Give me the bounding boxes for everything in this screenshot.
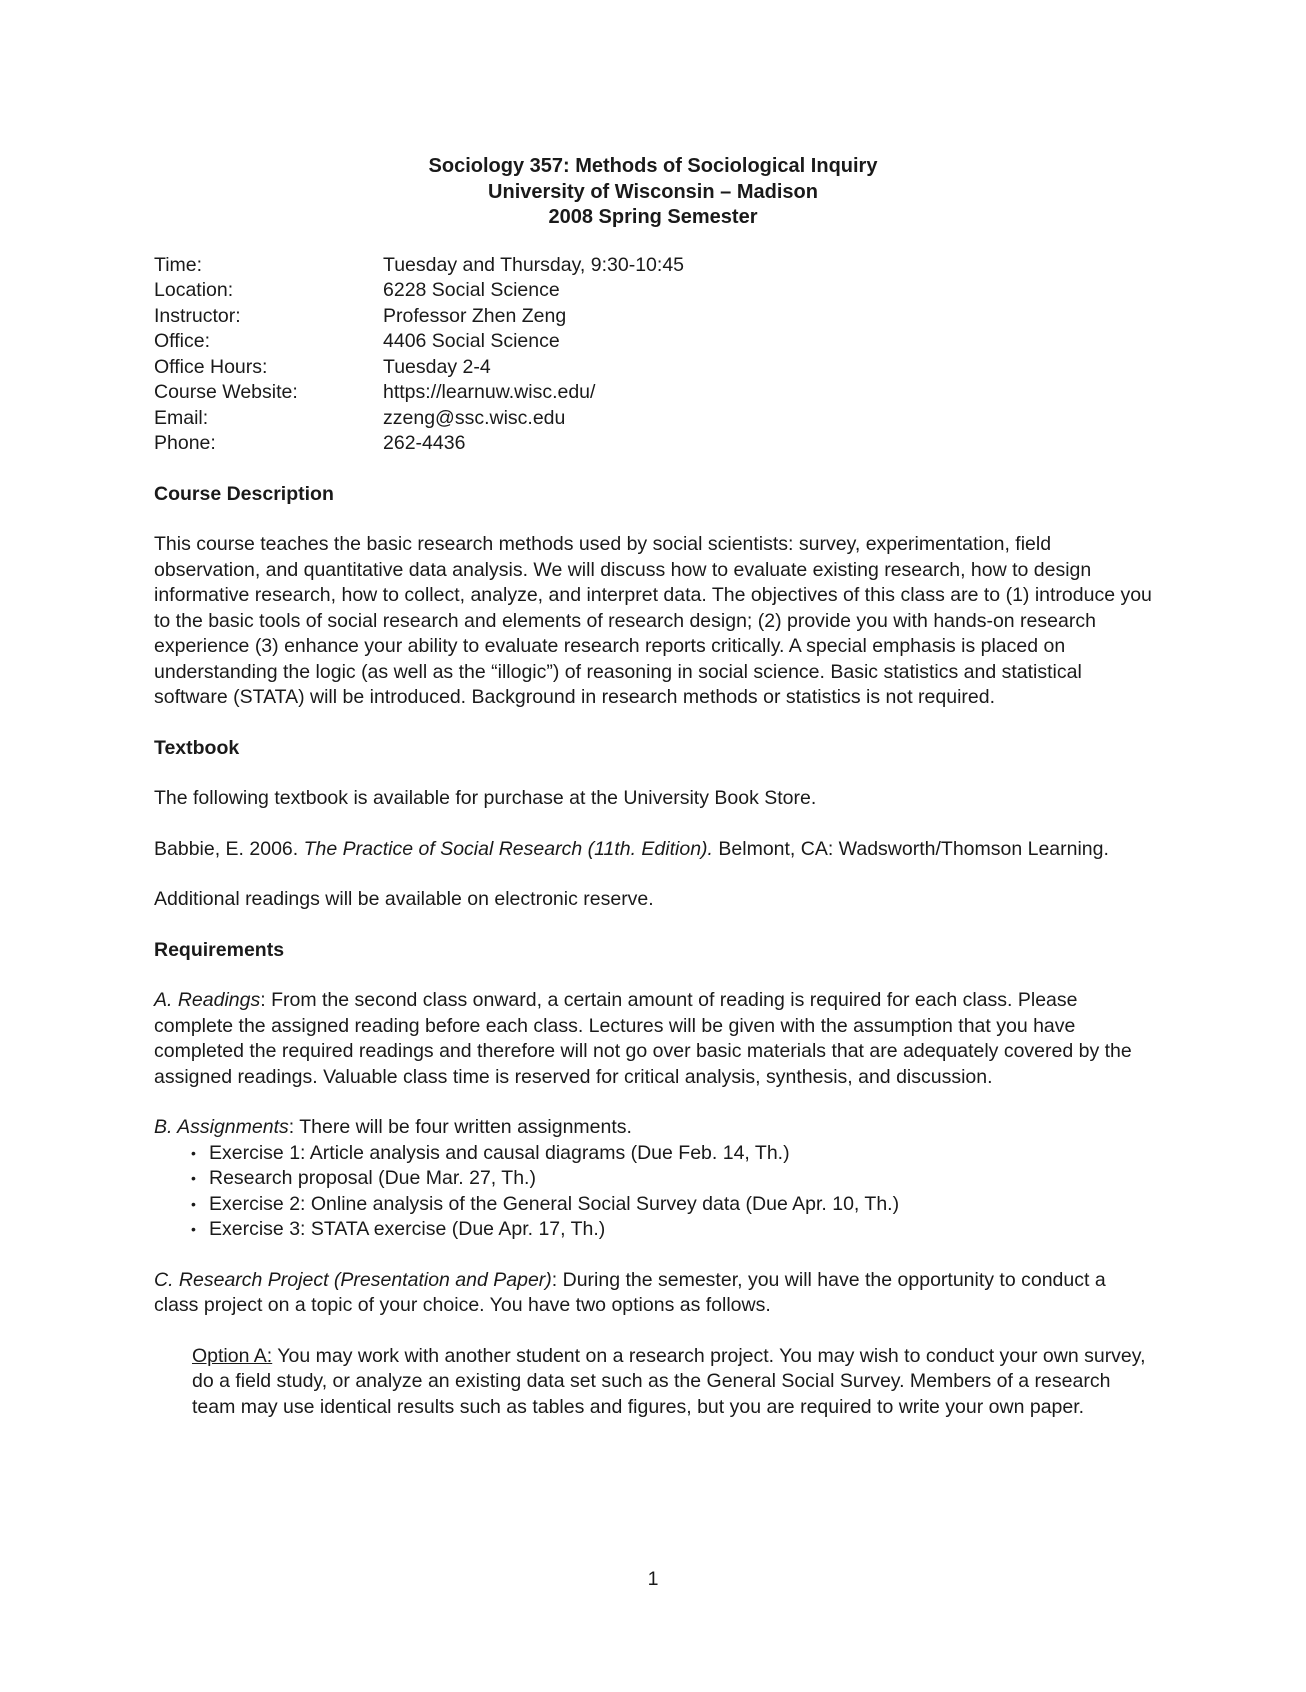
reference-title: The Practice of Social Research (11th. Edition). [303, 837, 713, 860]
info-row-office-hours [154, 355, 1152, 381]
semester: 2008 Spring Semester [548, 206, 758, 228]
list-item: • Exercise 3: STATA exercise (Due Apr. 17, Th.) [189, 1217, 1152, 1243]
additional-readings: Additional readings will be available on electronic reserve. [154, 888, 654, 910]
info-label: Time: [154, 253, 203, 276]
reference-publisher: Belmont, CA: Wadsworth/Thomson Learning. [712, 837, 1109, 860]
requirement-label: A. Readings [154, 989, 261, 1011]
page-number: 1 [647, 1568, 659, 1590]
info-label: Phone: [154, 432, 216, 454]
info-row-website [154, 380, 1152, 406]
info-row-phone [154, 431, 1152, 457]
info-row-office [154, 329, 1152, 355]
requirement-text: : From the second class onward, a certain amount of reading is required for each class. Please complete the assigned reading before each class. Lectures will be given with the assumption that you have completed the required readings and therefore will not go over basic materials that are adequately covered by the assigned readings. Valuable class time is reserved for critical analysis, synthesis, and discussion. [154, 989, 1132, 1088]
info-label: Location: [154, 279, 234, 301]
info-row-time [154, 253, 1152, 279]
list-item: • Exercise 1: Article analysis and causal diagrams (Due Feb. 14, Th.) [189, 1141, 1152, 1167]
info-value: Tuesday and Thursday, 9:30-10:45 [383, 253, 685, 276]
requirement-label: B. Assignments [154, 1116, 289, 1138]
info-label: Instructor: [154, 304, 241, 327]
info-value: 6228 Social Science [383, 279, 560, 301]
option-text: You may work with another student on a research project. You may wish to conduct your own survey, do a field study, or analyze an existing data set such as the General Social Survey. Members of a research team may use identical results such as tables and figures, but you are required to write your own paper. [192, 1344, 1146, 1418]
info-value: 4406 Social Science [383, 330, 560, 352]
info-value: Professor Zhen Zeng [383, 304, 567, 327]
option-a [154, 1344, 1152, 1421]
textbook-reference [154, 837, 1152, 863]
info-label: Office Hours: [154, 355, 268, 378]
requirement-assignments [154, 1115, 1152, 1243]
info-value: Tuesday 2-4 [383, 355, 491, 378]
document-title [154, 154, 1152, 231]
option-label: Option A: [192, 1344, 273, 1367]
course-info-table [154, 253, 1152, 457]
course-website-link[interactable]: https://learnuw.wisc.edu/ [383, 381, 596, 403]
course-description-text: This course teaches the basic research methods used by social scientists: survey, experimentation, field observation, and quantitative data analysis. We will discuss how to evaluate existing research, how to design informative research, how to collect, analyze, and interpret data. The objectives of this class are to (1) introduce you to the basic tools of social research and elements of research design; (2) provide you with hands-on research experience (3) enhance your ability to evaluate research reports critically. A special emphasis is placed on understanding the logic (as well as the “illogic”) of reasoning in social science. Basic statistics and statistical software (STATA) will be introduced. Background in research methods or statistics is not required. [154, 533, 1152, 708]
info-row-instructor [154, 304, 1152, 330]
course-title: Sociology 357: Methods of Sociological Inquiry [428, 155, 878, 177]
info-label: Email: [154, 406, 209, 429]
info-row-location [154, 278, 1152, 304]
info-label: Office: [154, 330, 210, 352]
textbook-heading: Textbook [154, 736, 240, 759]
requirement-readings [154, 988, 1152, 1090]
email-link[interactable]: zzeng@ssc.wisc.edu [383, 406, 566, 429]
requirement-label: C. Research Project (Presentation and Paper) [154, 1268, 552, 1291]
requirement-research-project [154, 1268, 1152, 1319]
list-item: • Exercise 2: Online analysis of the General Social Survey data (Due Apr. 10, Th.) [189, 1192, 1152, 1218]
course-description-heading: Course Description [154, 482, 334, 505]
info-row-email [154, 406, 1152, 432]
requirement-text: : There will be four written assignments. [288, 1116, 632, 1138]
textbook-intro: The following textbook is available for purchase at the University Book Store. [154, 787, 817, 809]
list-item: • Research proposal (Due Mar. 27, Th.) [189, 1166, 1152, 1192]
info-label: Course Website: [154, 381, 298, 403]
requirements-heading: Requirements [154, 938, 285, 961]
requirement-text: : During the semester, you will have the opportunity to conduct a class project on a topic of your choice. You have two options as follows. [154, 1268, 1106, 1316]
reference-author: Babbie, E. 2006. [154, 837, 304, 860]
page-content [154, 154, 1152, 1420]
assignment-list [154, 1141, 1152, 1243]
university-name: University of Wisconsin – Madison [488, 180, 818, 203]
info-value: 262-4436 [383, 432, 466, 454]
